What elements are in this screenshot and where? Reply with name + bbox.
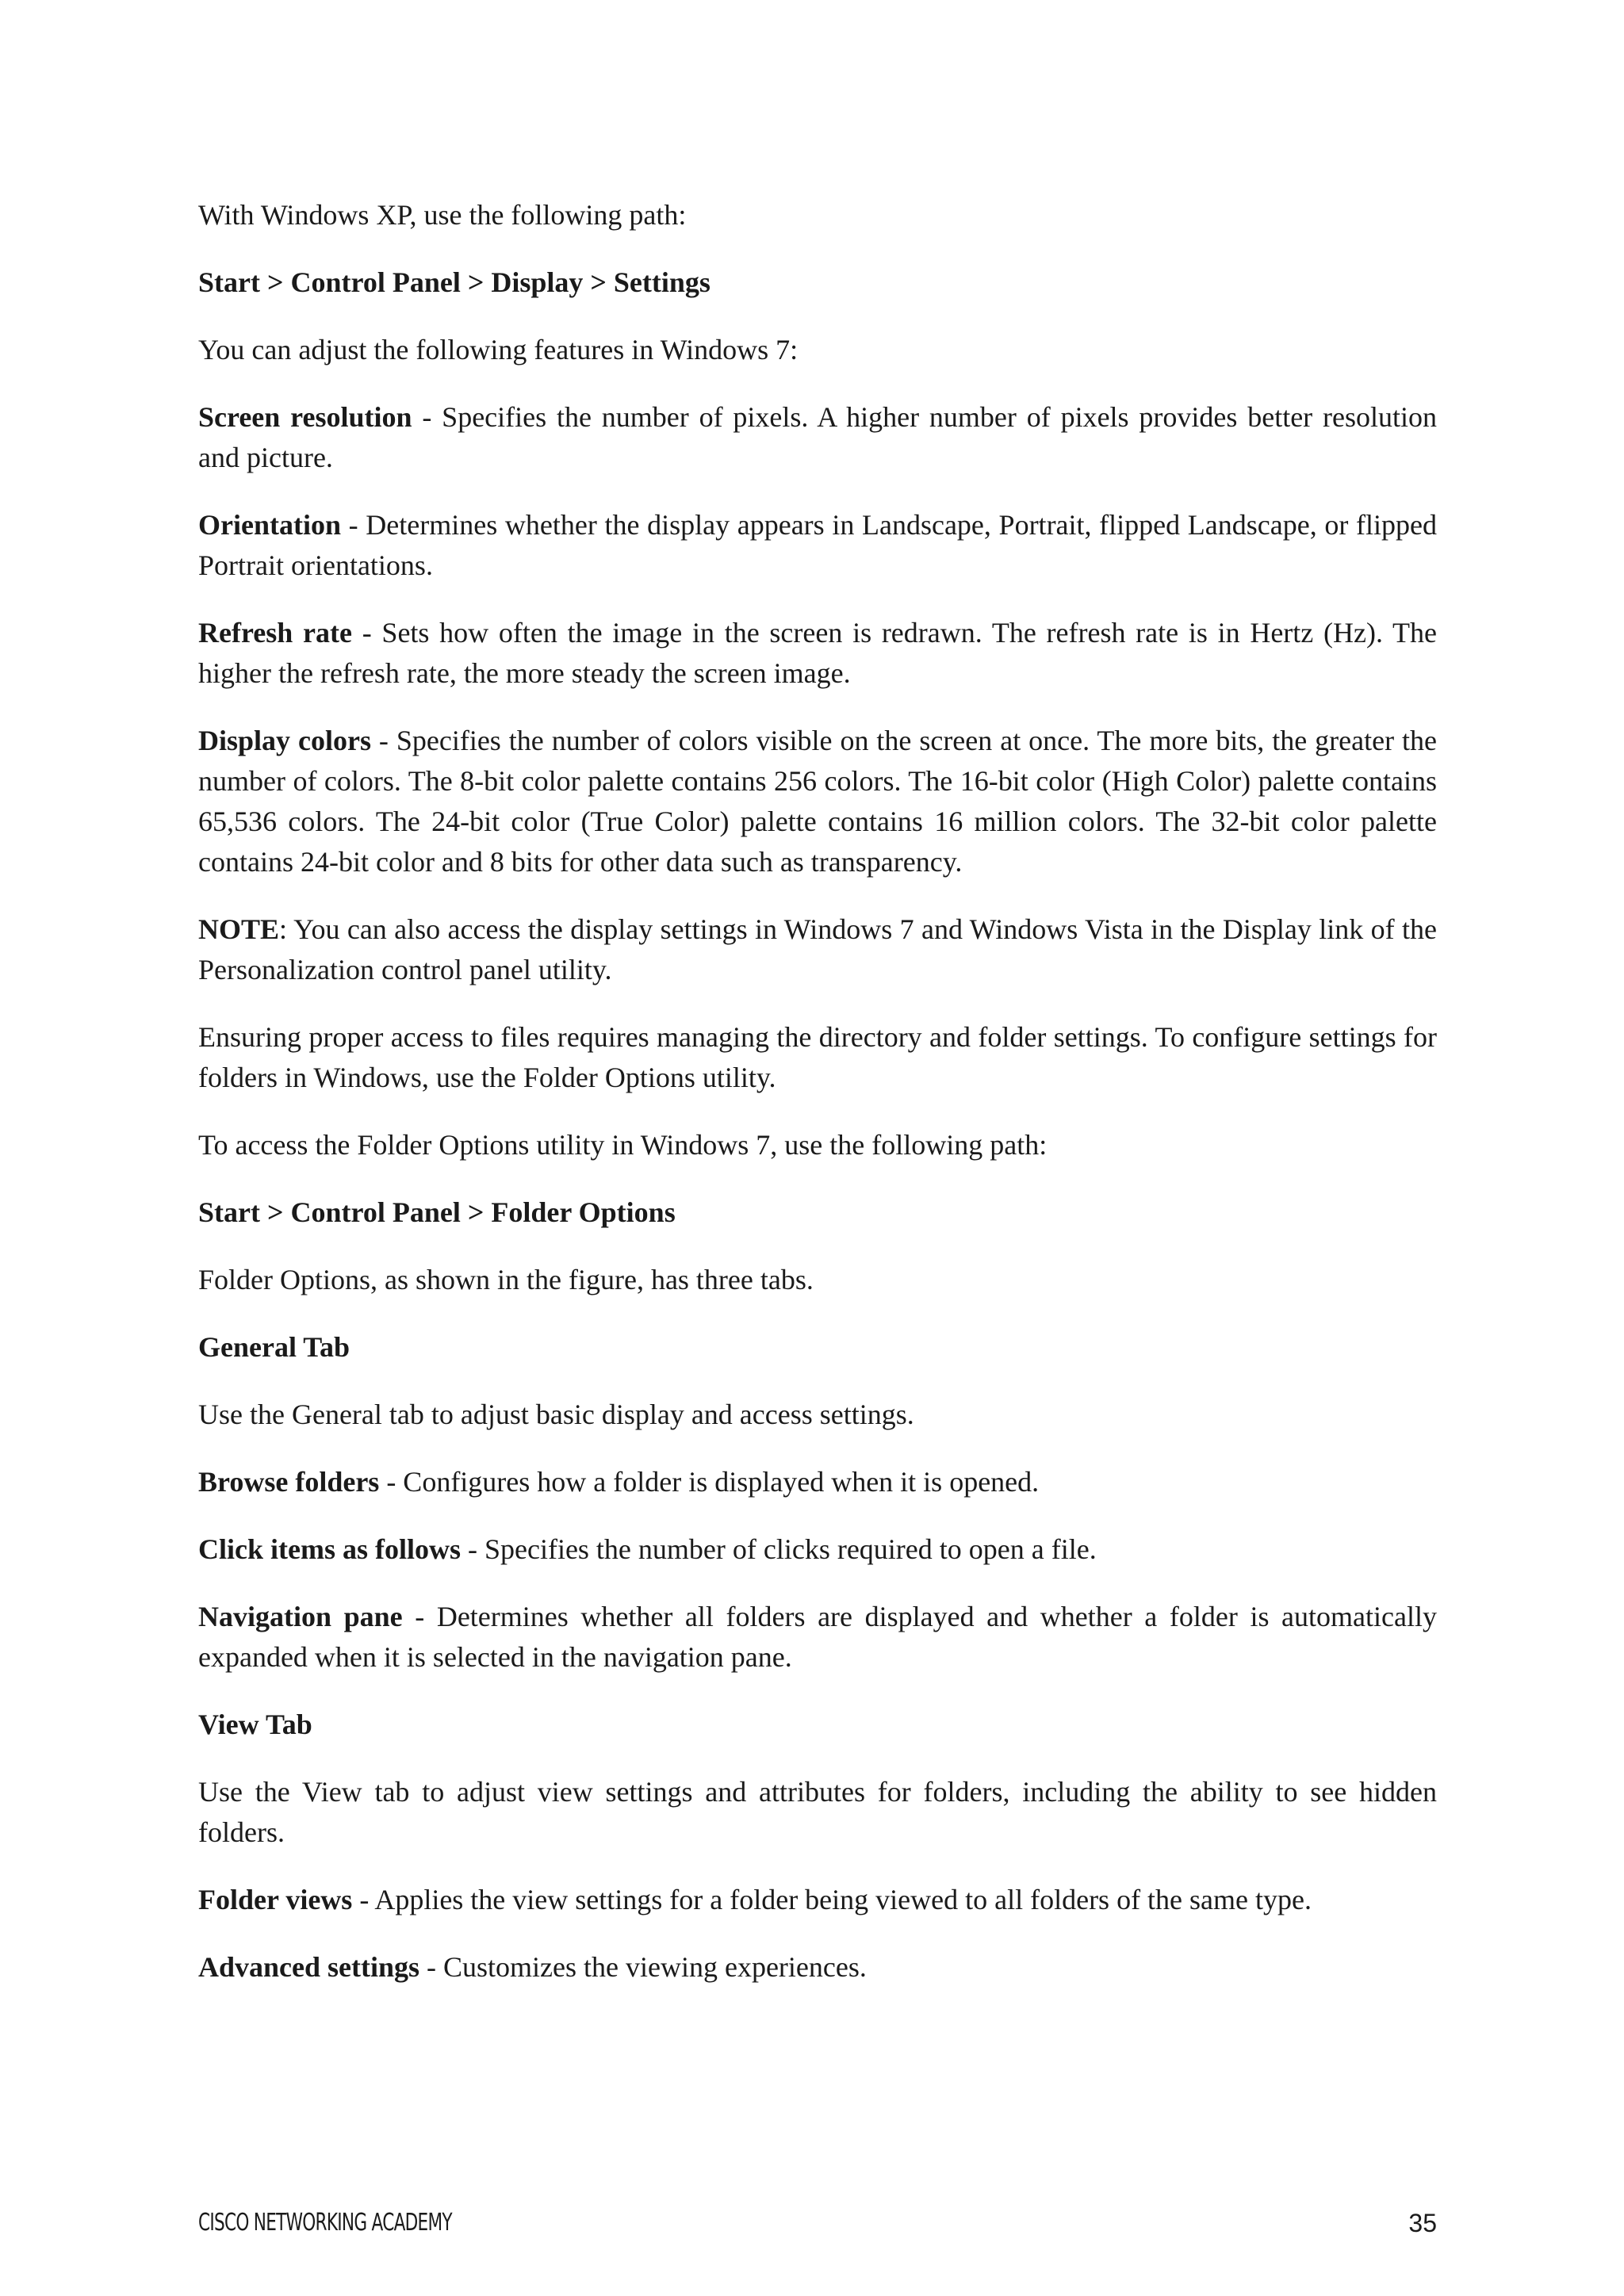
page-number: 35 [1408, 2209, 1437, 2237]
definition-paragraph: Browse folders - Configures how a folder is displayed when it is opened. [198, 1466, 1040, 1498]
paragraph: Use the View tab to adjust view settings and attributes for folders, including the ability to see hidden folders. [198, 1776, 1437, 1848]
footer-brand: CISCO NETWORKING ACADEMY [198, 2209, 452, 2237]
paragraph: Use the General tab to adjust basic display and access settings. [198, 1399, 914, 1430]
paragraph: Ensuring proper access to files requires managing the directory and folder settings. To configure settings for folders in Windows, use the Folder Options utility. [198, 1021, 1437, 1093]
definition-paragraph: Screen resolution - Specifies the number of pixels. A higher number of pixels provides better resolution and picture. [198, 401, 1437, 473]
path-heading: Start > Control Panel > Folder Options [198, 1196, 676, 1228]
definition-paragraph: Advanced settings - Customizes the viewing experiences. [198, 1951, 867, 1983]
definition-paragraph: Refresh rate - Sets how often the image in the screen is redrawn. The refresh rate is in Hertz (Hz). The higher the refresh rate, the more steady the screen image. [198, 617, 1437, 689]
definition-paragraph: Orientation - Determines whether the display appears in Landscape, Portrait, flipped Landscape, or flipped Portrait orientations. [198, 509, 1437, 581]
definition-paragraph: Click items as follows - Specifies the number of clicks required to open a file. [198, 1533, 1097, 1565]
definition-paragraph: Navigation pane - Determines whether all folders are displayed and whether a folder is automatically expanded when it is selected in the navigation pane. [198, 1601, 1437, 1673]
paragraph: With Windows XP, use the following path: [198, 199, 687, 231]
document-body [198, 195, 1437, 2015]
definition-paragraph: Display colors - Specifies the number of colors visible on the screen at once. The more bits, the greater the number of colors. The 8-bit color palette contains 256 colors. The 16-bit color (High Color) palette contains 65,536 colors. The 24-bit color (True Color) palette contains 16 million colors. The 32-bit color palette contains 24-bit color and 8 bits for other data such as transparency. [198, 725, 1437, 878]
path-heading: Start > Control Panel > Display > Settings [198, 266, 710, 298]
note-paragraph: NOTE: You can also access the display settings in Windows 7 and Windows Vista in the Display link of the Personalization control panel utility. [198, 913, 1437, 985]
paragraph: Folder Options, as shown in the figure, has three tabs. [198, 1264, 814, 1295]
paragraph: You can adjust the following features in Windows 7: [198, 334, 799, 365]
definition-paragraph: Folder views - Applies the view settings for a folder being viewed to all folders of the same type. [198, 1884, 1312, 1915]
paragraph: To access the Folder Options utility in Windows 7, use the following path: [198, 1129, 1048, 1161]
section-heading: View Tab [198, 1709, 312, 1740]
section-heading: General Tab [198, 1331, 350, 1363]
